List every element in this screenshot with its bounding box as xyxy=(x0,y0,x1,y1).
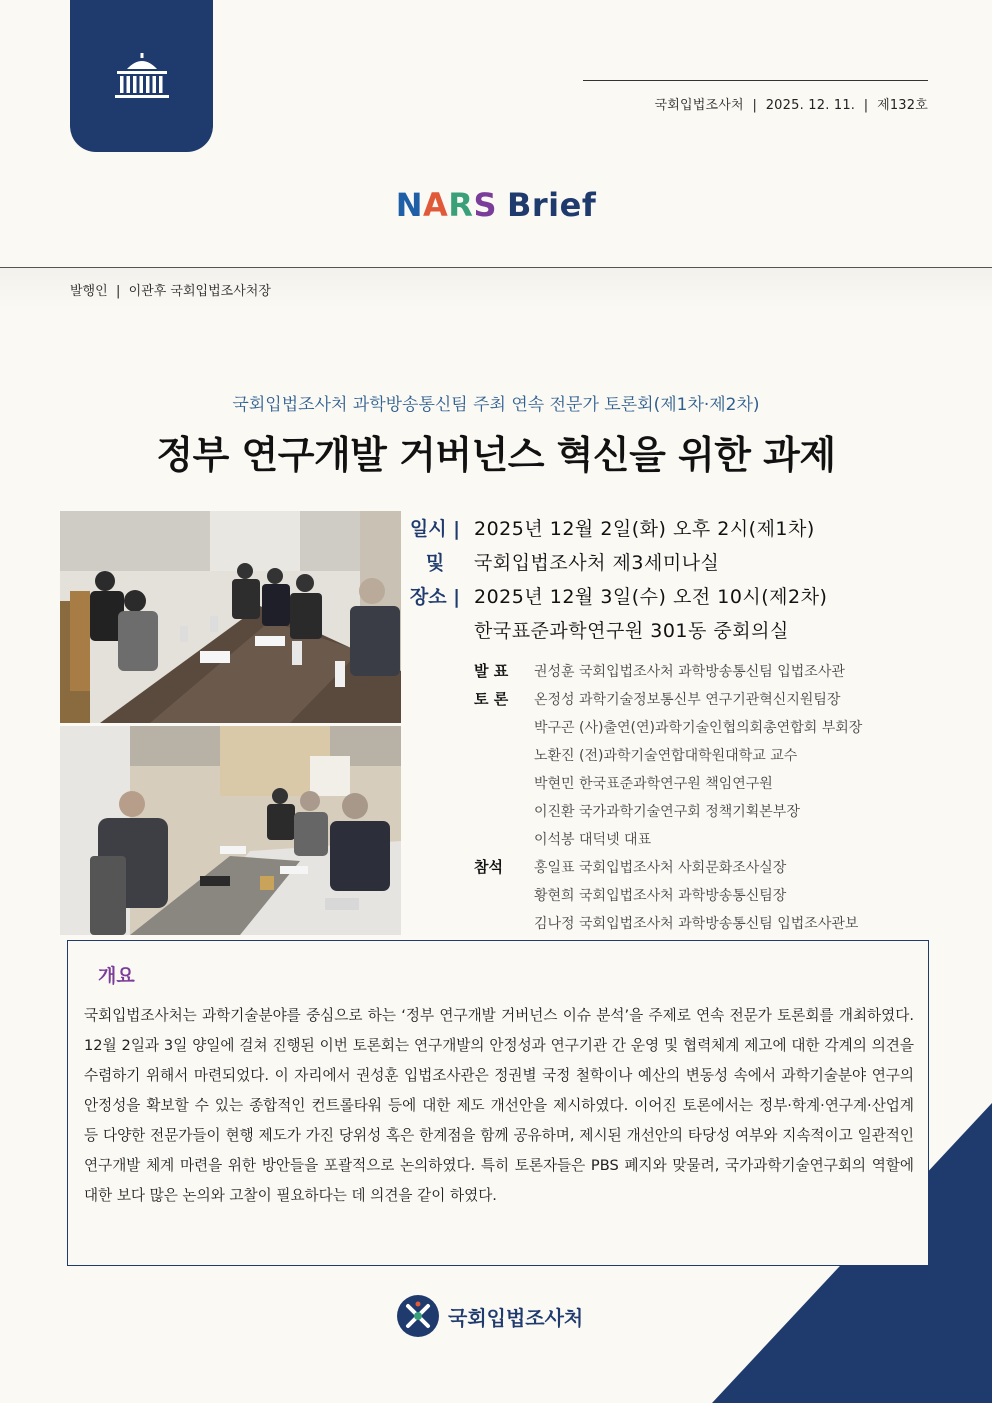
schedule-label-and: 및 xyxy=(425,552,445,574)
participant-row xyxy=(474,769,862,797)
logo-letter-a: A xyxy=(423,186,449,224)
logo-letter-r: R xyxy=(448,186,474,224)
issue-date: 2025. 12. 11. xyxy=(765,98,856,113)
issue-info: 국회입법조사처 | 2025. 12. 11. | 제132호 xyxy=(654,98,928,113)
page-title: 정부 연구개발 거버넌스 혁신을 위한 과제 xyxy=(156,433,836,477)
participant-name: 권성훈 국회입법조사처 과학방송통신팀 입법조사관 xyxy=(534,664,845,680)
participants-list xyxy=(474,657,862,937)
nars-emblem-icon xyxy=(396,1294,440,1338)
participant-name: 김나정 국회입법조사처 과학방송통신팀 입법조사관보 xyxy=(534,916,859,932)
event-subtitle: 국회입법조사처 과학방송통신팀 주최 연속 전문가 토론회(제1차·제2차) xyxy=(232,395,760,415)
schedule-line-2: 국회입법조사처 제3세미나실 xyxy=(474,552,720,574)
participant-name: 온정성 과학기술정보통신부 연구기관혁신지원팀장 xyxy=(534,692,841,708)
participant-row xyxy=(474,713,862,741)
logo-word-brief: Brief xyxy=(506,186,597,224)
participant-row xyxy=(474,881,862,909)
schedule-label-place: 장소 | xyxy=(409,586,461,608)
national-assembly-icon xyxy=(109,51,175,101)
publisher-label: 발행인 xyxy=(70,284,108,299)
participant-role: 발 표 xyxy=(474,662,509,680)
logo-letter-n: N xyxy=(395,186,424,224)
overview-box xyxy=(67,940,929,1266)
schedule-details xyxy=(474,512,827,648)
participant-row xyxy=(474,657,862,685)
participant-row xyxy=(474,909,862,937)
participant-name: 황현희 국회입법조사처 과학방송통신팀장 xyxy=(534,888,787,904)
participant-role: 참석 xyxy=(474,858,503,876)
nars-brief-logo xyxy=(0,186,992,224)
publisher-line: 발행인 | 이관후 국회입법조사처장 xyxy=(70,284,271,299)
meeting-photo-2 xyxy=(60,726,401,935)
participant-name: 이진환 국가과학기술연구회 정책기획본부장 xyxy=(534,804,800,820)
participant-name: 이석봉 대덕넷 대표 xyxy=(534,832,652,848)
meeting-photo-1 xyxy=(60,511,401,723)
schedule-line-4: 한국표준과학연구원 301동 중회의실 xyxy=(474,620,789,642)
issue-number: 제132호 xyxy=(877,98,928,113)
participant-row xyxy=(474,685,862,713)
participant-row xyxy=(474,797,862,825)
header-rule xyxy=(583,80,928,81)
schedule-label-date: 일시 | xyxy=(409,518,461,540)
footer-org-name: 국회입법조사처 xyxy=(448,1305,584,1330)
participant-name: 홍일표 국회입법조사처 사회문화조사실장 xyxy=(534,860,787,876)
logo-letter-s: S xyxy=(473,186,497,224)
footer-logo xyxy=(396,1294,583,1338)
overview-title: 개요 xyxy=(98,965,135,987)
institution-name: 국회입법조사처 xyxy=(654,98,744,113)
schedule-labels xyxy=(404,512,466,614)
participant-name: 박현민 한국표준과학연구원 책임연구원 xyxy=(534,776,773,792)
participant-name: 노환진 (전)과학기술연합대학원대학교 교수 xyxy=(534,748,798,764)
schedule-line-3: 2025년 12월 3일(수) 오전 10시(제2차) xyxy=(474,586,828,608)
header-emblem-tab xyxy=(70,0,213,152)
publisher-name: 이관후 국회입법조사처장 xyxy=(128,284,271,299)
participant-row xyxy=(474,853,862,881)
participant-row xyxy=(474,741,862,769)
schedule-line-1: 2025년 12월 2일(화) 오후 2시(제1차) xyxy=(474,518,815,540)
overview-text: 국회입법조사처는 과학기술분야를 중심으로 하는 ‘정부 연구개발 거버넌스 이슈 분석’을 주제로 연속 전문가 토론회를 개최하였다. 12월 2일과 3일 양일에 걸쳐 진행된 이번 토론회는 연구개발의 안정성과 연구기관 간 운영 및 협력체계 제고에 대한 각계의 의견을 수렴하기 위해서 마련되었다. 이 자리에서 권성훈 입법조사관은 정권별 국정 철학이나 예산의 변동성 속에서 과학기술분야 연구의 안정성을 확보할 수 있는 종합적인 컨트롤타워 등에 대한 제도 개선안을 제시하였다. 이어진 토론에서는 정부·학계·연구계·산업계 등 다양한 전문가들이 현행 제도가 가진 당위성 혹은 한계점을 함께 공유하며, 제시된 개선안의 타당성 여부와 지속적이고 일관적인 연구개발 체계 마련을 위한 방안들을 포괄적으로 논의하였다. 특히 토론자들은 PBS 폐지와 맞물려, 국가과학기술연구회의 역할에 대한 보다 많은 논의와 고찰이 필요하다는 데 의견을 같이 하였다. xyxy=(84,1007,914,1204)
participant-name: 박구곤 (사)출연(연)과학기술인협의회총연합회 부회장 xyxy=(534,720,863,736)
participant-row xyxy=(474,825,862,853)
participant-role: 토 론 xyxy=(474,690,509,708)
